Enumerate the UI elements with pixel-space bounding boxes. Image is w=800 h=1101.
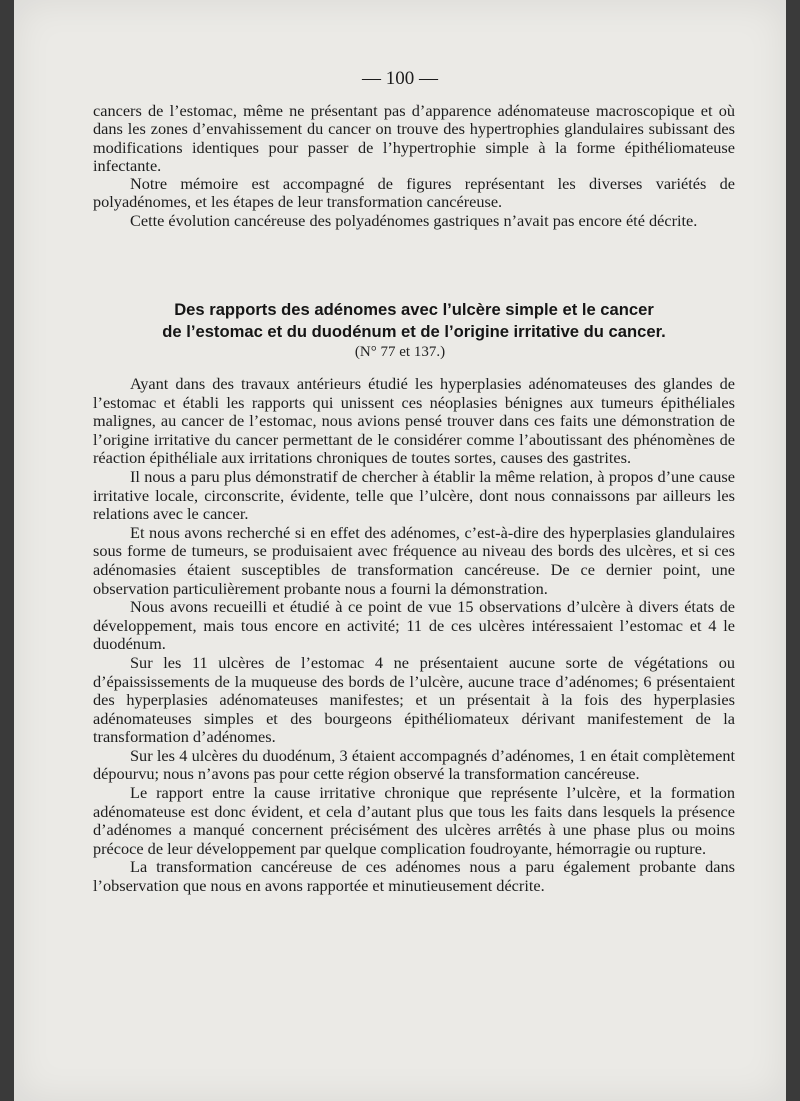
document-page: [14, 0, 786, 1101]
paragraph: La transformation cancéreuse de ces adénomes nous a paru également probante dans l’observation que nous en avons rapportée et minutieusement décrite.: [93, 857, 735, 896]
section-heading-line: Des rapports des adénomes avec l’ulcère simple et le cancer: [174, 300, 654, 319]
paragraph: Le rapport entre la cause irritative chronique que représente l’ulcère, et la formation adénomateuse est donc évident, et cela d’autant plus que tous les faits dans lesquels la présence d’adénomes a manqué concernent précisément des ulcères arrêtés à une phase plus ou moins précoce de leur développement par quelque complication foudroyante, hémorragie ou rupture.: [93, 783, 735, 858]
paragraph: Nous avons recueilli et étudié à ce point de vue 15 observations d’ulcère à divers états de développement, mais tous encore en activité; 11 de ces ulcères intéressaient l’estomac et 4 le duodénum.: [93, 597, 735, 654]
section-heading-line: de l’estomac et du duodénum et de l’origine irritative du cancer.: [162, 322, 666, 341]
paragraph: cancers de l’estomac, même ne présentant pas d’apparence adénomateuse macroscopique et où dans les zones d’envahissement du cancer on trouve des hypertrophies glandulaires subissant des modifications identiques pour passer de l’hypertrophie simple à la forme épithéliomateuse infectante.: [93, 101, 735, 175]
paragraph: Sur les 4 ulcères du duodénum, 3 étaient accompagnés d’adénomes, 1 en était complètement dépourvu; nous n’avons pas pour cette région observé la transformation cancéreuse.: [93, 745, 735, 784]
page-number: — 100 —: [362, 68, 438, 89]
paragraph: Et nous avons recherché si en effet des adénomes, c’est-à-dire des hyperplasies glandulaires sous forme de tumeurs, se produisaient avec fréquence au niveau des bords des ulcères, et si ces adénomasies étaient susceptibles de transformation cancéreuse. De ce dernier point, une observation particulièrement probante nous a fourni la démonstration.: [93, 522, 735, 598]
main-text-block: [93, 375, 735, 896]
paragraph: Notre mémoire est accompagné de figures représentant les diverses variétés de polyadénomes, et les étapes de leur transformation cancéreuse.: [93, 174, 735, 212]
paragraph: Cette évolution cancéreuse des polyadénomes gastriques n’avait pas encore été décrite.: [130, 210, 698, 230]
paragraph: Il nous a paru plus démonstratif de chercher à établir la même relation, à propos d’une cause irritative locale, circonscrite, évidente, telle que l’ulcère, dont nous connaissons par ailleurs les relations avec le cancer.: [93, 466, 735, 524]
section-heading: [68, 299, 760, 343]
section-reference: (N° 77 et 137.): [354, 344, 446, 360]
paragraph: Ayant dans des travaux antérieurs étudié les hyperplasies adénomateuses des glandes de l’estomac et établi les rapports qui unissent ces néoplasies bénignes aux tumeurs épithéliales malignes, au cancer de l’estomac, nous avions pensé trouver dans ces faits une démonstration de l’origine irritative du cancer permettant de le considérer comme l’aboutissant des phénomènes de réaction épithéliale aux irritations chroniques de toutes sortes, causes des gastrites.: [93, 374, 735, 468]
paragraph: Sur les 11 ulcères de l’estomac 4 ne présentaient aucune sorte de végétations ou d’épaississements de la muqueuse des bords de l’ulcère, aucune trace d’adénomes; 6 présentaient des hyperplasies adénomateuses manifestes; et un présentait à la fois des hyperplasies adénomateuses simples et des bourgeons épithéliomateux dérivant manifestement de la transformation d’adénomes.: [93, 652, 735, 747]
top-text-block: [93, 102, 735, 230]
